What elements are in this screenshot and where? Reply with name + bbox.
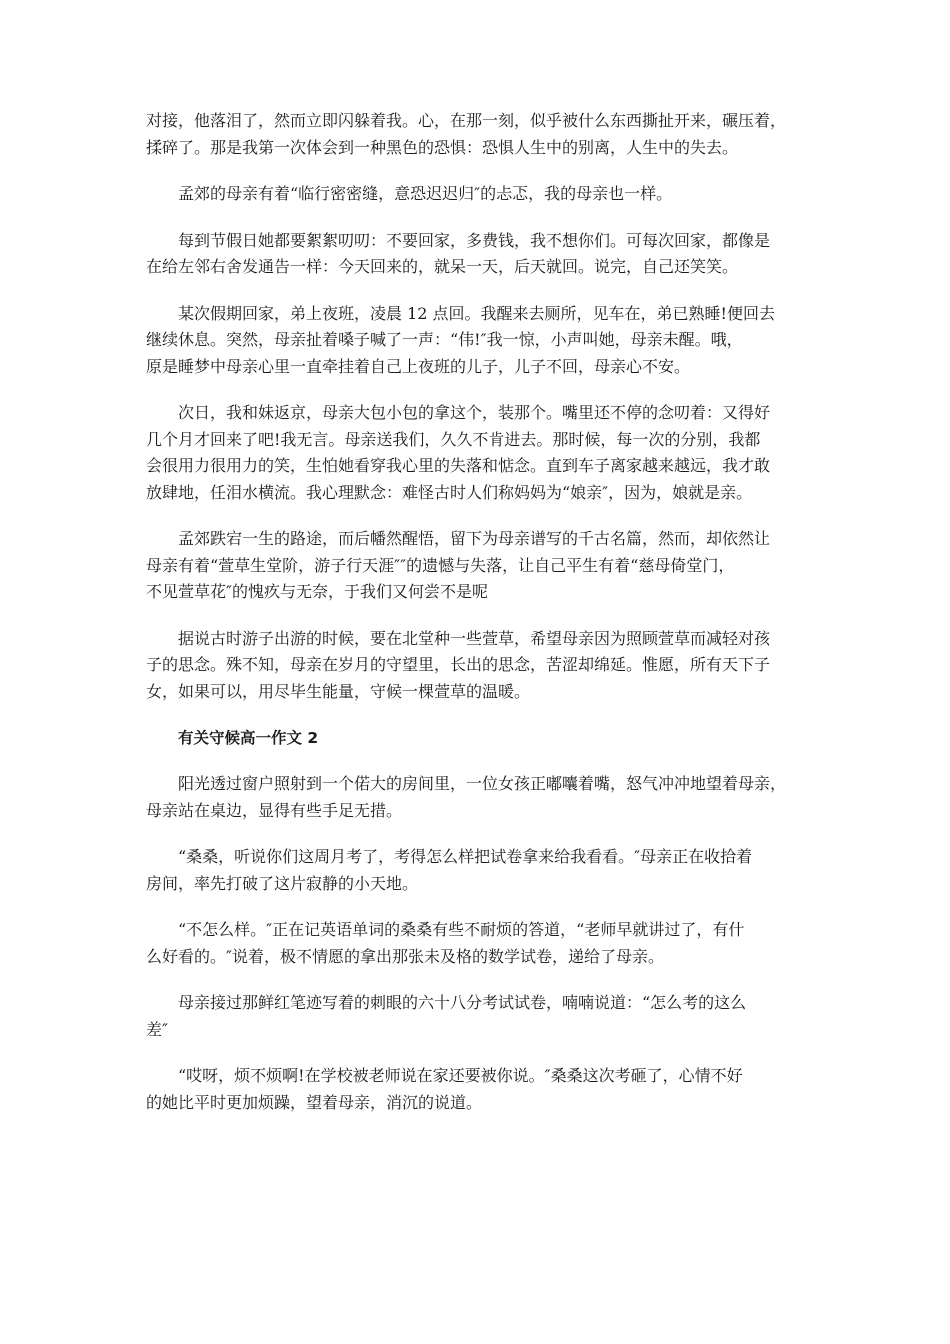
paragraph	[146, 917, 810, 970]
paragraph-line: 的她比平时更加烦躁，望着母亲，消沉的说道。	[146, 1092, 483, 1112]
paragraph-line: 对接，他落泪了，然而立即闪躲着我。心，在那一刻，似乎被什么东西撕扯开来，碾压着，	[146, 111, 787, 130]
paragraph-line: 房间，率先打破了这片寂静的小天地。	[146, 873, 419, 893]
paragraph-line: 母亲接过那鲜红笔迹写着的刺眼的六十八分考试试卷，喃喃说道：“怎么考的这么	[178, 993, 747, 1012]
paragraph-line: 阳光透过窗户照射到一个偌大的房间里，一位女孩正嘟囔着嘴，怒气冲冲地望着母亲，	[178, 774, 787, 793]
paragraph	[146, 844, 810, 897]
paragraph	[146, 990, 810, 1043]
paragraph-line: 么好看的。″说着，极不情愿的拿出那张未及格的数学试卷，递给了母亲。	[146, 946, 664, 966]
paragraph-line: 会很用力很用力的笑，生怕她看穿我心里的失落和惦念。直到车子离家越来越远，我才敢	[146, 456, 771, 475]
paragraph-line: 差″	[146, 1019, 168, 1039]
paragraph	[146, 108, 810, 161]
paragraph-line: 孟郊跌宕一生的路途，而后幡然醒悟，留下为母亲谱写的千古名篇，然而，却依然让	[178, 529, 771, 548]
document-page	[146, 108, 810, 1136]
paragraph-line: 继续休息。突然，母亲扯着嗓子喊了一声：“伟!″我一惊，小声叫她，母亲未醒。哦，	[146, 330, 743, 349]
paragraph	[146, 181, 810, 208]
essay-body-part-2	[146, 771, 810, 1116]
paragraph-line: 子的思念。殊不知，母亲在岁月的守望里，长出的思念，苦涩却绵延。惟愿，所有天下子	[146, 655, 771, 674]
paragraph-line: 孟郊的母亲有着“临行密密缝，意恐迟迟归″的忐忑，我的母亲也一样。	[178, 184, 673, 203]
essay-body-part-1	[146, 108, 810, 705]
paragraph-line: 女，如果可以，用尽毕生能量，守候一棵萱草的温暖。	[146, 681, 531, 701]
paragraph-line: 在给左邻右舍发通告一样：今天回来的，就呆一天，后天就回。说完，自己还笑笑。	[146, 257, 739, 276]
paragraph-line: 几个月才回来了吧!我无言。母亲送我们，久久不肯进去。那时候，每一次的分别，我都	[146, 429, 761, 449]
paragraph-line: 每到节假日她都要絮絮叨叨：不要回家，多费钱，我不想你们。可每次回家，都像是	[178, 230, 771, 250]
paragraph-line: 次日，我和妹返京，母亲大包小包的拿这个，装那个。嘴里还不停的念叨着：又得好	[178, 403, 771, 422]
paragraph-line: 揉碎了。那是我第一次体会到一种黑色的恐惧：恐惧人生中的别离，人生中的失去。	[146, 137, 739, 157]
paragraph	[146, 400, 810, 506]
paragraph-line: 某次假期回家，弟上夜班，凌晨 12 点回。我醒来去厕所，见车在，弟已熟睡!便回去	[178, 303, 775, 323]
paragraph-line: “不怎么样。″正在记英语单词的桑桑有些不耐烦的答道，“老师早就讲过了，有什	[178, 920, 745, 939]
paragraph	[146, 228, 810, 281]
paragraph-line: 放肆地，任泪水横流。我心理默念：难怪古时人们称妈妈为“娘亲″，因为，娘就是亲。	[146, 482, 753, 502]
paragraph-line: 原是睡梦中母亲心里一直牵挂着自己上夜班的儿子，儿子不回，母亲心不安。	[146, 356, 691, 376]
paragraph-line: 母亲有着“萱草生堂阶，游子行天涯″″的遗憾与失落，让自己平生有着“慈母倚堂门，	[146, 555, 735, 575]
section-heading: 有关守候高一作文 2	[178, 729, 319, 747]
paragraph-line: 据说古时游子出游的时候，要在北堂种一些萱草，希望母亲因为照顾萱草而减轻对孩	[178, 628, 771, 648]
paragraph	[146, 301, 810, 381]
paragraph-line: “桑桑，听说你们这周月考了，考得怎么样把试卷拿来给我看看。″母亲正在收拾着	[178, 847, 753, 866]
paragraph-line: “哎呀，烦不烦啊!在学校被老师说在家还要被你说。″桑桑这次考砸了，心情不好	[178, 1066, 743, 1085]
paragraph	[146, 771, 810, 824]
paragraph	[146, 526, 810, 606]
paragraph-line: 母亲站在桌边，显得有些手足无措。	[146, 800, 403, 820]
paragraph	[146, 626, 810, 706]
paragraph	[146, 1063, 810, 1116]
paragraph-line: 不见萱草花″的愧疚与无奈，于我们又何尝不是呢	[146, 582, 488, 601]
